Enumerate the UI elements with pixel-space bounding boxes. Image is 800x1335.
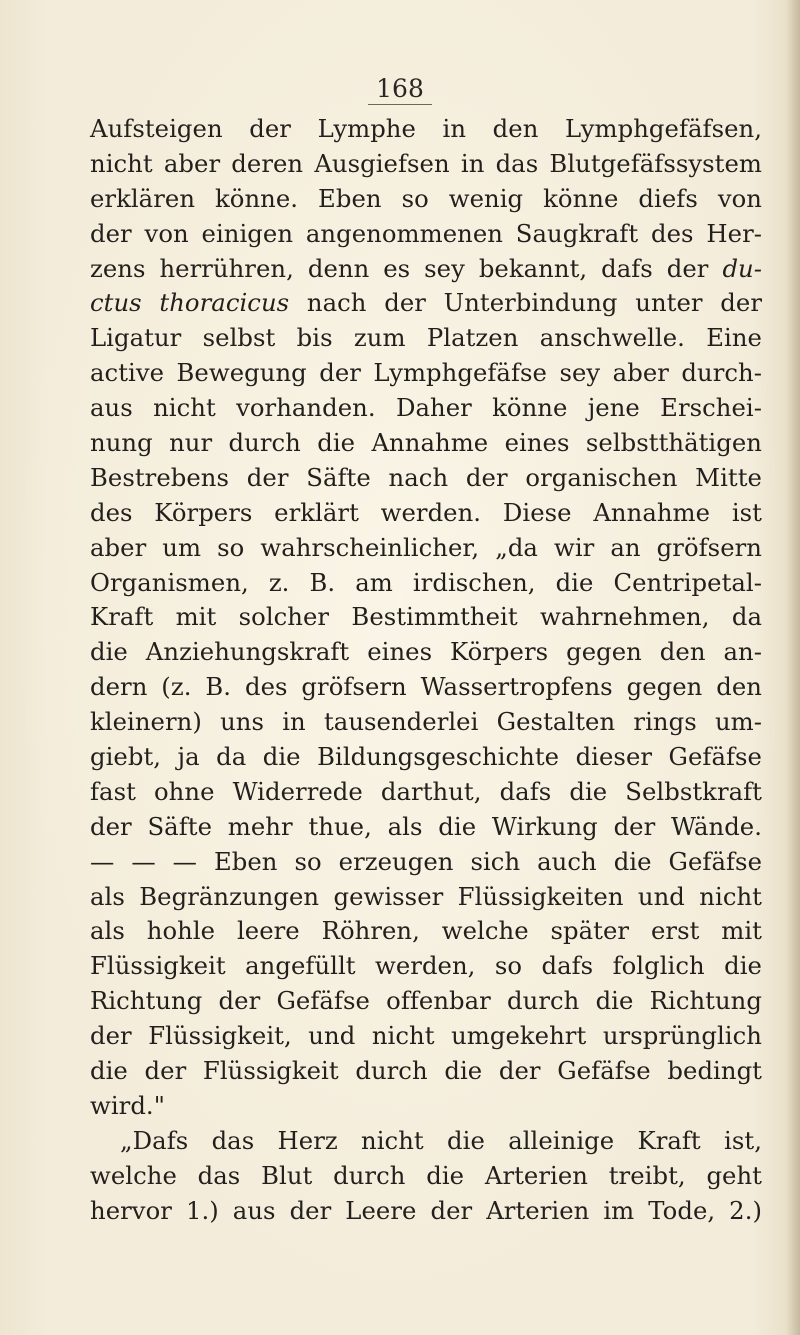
text-line: als hohle leere Röhren, welche später erst mit <box>90 916 762 946</box>
body-text <box>90 112 762 1229</box>
text-line: als Begränzungen gewisser Flüssigkeiten und nicht <box>90 881 762 911</box>
text-line: fast ohne Widerrede darthut, dafs die Selbstkraft <box>90 776 762 806</box>
text-line: hervor 1.) aus der Leere der Arterien im Tode, 2.) <box>90 1195 762 1225</box>
text-line: des Körpers erklärt werden. Diese Annahme ist <box>90 497 762 527</box>
text-line: „Dafs das Herz nicht die alleinige Kraft ist, <box>120 1125 762 1155</box>
text-line: kleinern) uns in tausenderlei Gestalten rings um- <box>90 707 762 737</box>
text-line: wird." <box>90 1090 165 1120</box>
text-line: der von einigen angenommenen Saugkraft des Her- <box>90 218 762 248</box>
text-line: die der Flüssigkeit durch die der Gefäfse bedingt <box>90 1056 762 1086</box>
text-line: aus nicht vorhanden. Daher könne jene Erschei- <box>90 393 762 423</box>
text-line: Kraft mit solcher Bestimmtheit wahrnehmen, da <box>90 602 762 632</box>
text-line: dern (z. B. des gröfsern Wassertropfens gegen den <box>90 672 762 702</box>
italic-term: ctus thoracicus <box>90 288 290 318</box>
text-line: erklären könne. Eben so wenig könne diefs von <box>90 183 762 213</box>
text-line: nicht aber deren Ausgiefsen in das Blutgefäfssystem <box>90 148 762 178</box>
text-line: Aufsteigen der Lymphe in den Lymphgefäfsen, <box>90 114 762 143</box>
text-line: Richtung der Gefäfse offenbar durch die Richtung <box>90 986 762 1016</box>
text-line: die Anziehungskraft eines Körpers gegen den an- <box>90 637 762 667</box>
text-line: zens herrühren, denn es sey bekannt, dafs der du- <box>90 253 762 283</box>
text-line: Bestrebens der Säfte nach der organischen Mitte <box>90 462 762 492</box>
page-edge-shadow <box>786 0 800 1335</box>
text-line: der Flüssigkeit, und nicht umgekehrt ursprünglich <box>90 1021 762 1051</box>
text-line: welche das Blut durch die Arterien treibt, geht <box>90 1160 762 1190</box>
text-line: nung nur durch die Annahme eines selbstthätigen <box>90 428 762 458</box>
text-line: der Säfte mehr thue, als die Wirkung der Wände. <box>90 811 762 841</box>
text-line: Organismen, z. B. am irdischen, die Centripetal- <box>90 567 762 597</box>
text-line: Ligatur selbst bis zum Platzen anschwelle. Eine <box>90 323 762 353</box>
text-line: aber um so wahrscheinlicher, „da wir an gröfsern <box>90 532 762 562</box>
text-line: giebt, ja da die Bildungsgeschichte dieser Gefäfse <box>90 742 762 772</box>
page-number: 168 <box>0 74 800 105</box>
italic-term: du- <box>722 253 762 283</box>
text-line: active Bewegung der Lymphgefäfse sey aber durch- <box>90 358 762 388</box>
text-line: ctus thoracicus nach der Unterbindung unter der <box>90 288 762 318</box>
text-line: Flüssigkeit angefüllt werden, so dafs folglich die <box>90 951 762 981</box>
text-line: — — — Eben so erzeugen sich auch die Gefäfse <box>90 846 762 876</box>
